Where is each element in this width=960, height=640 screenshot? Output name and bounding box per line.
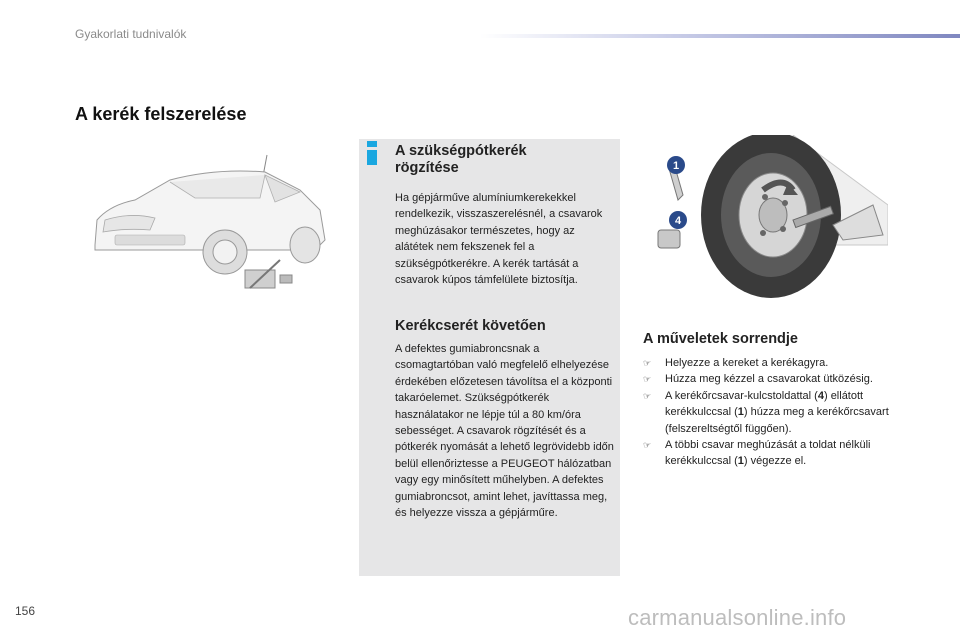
info-section2-body: A defektes gumiabroncsnak a csomagtartóban való megfelelő elhelyezése érdekében előzetesen távolítsa el a központi takaróelemet. Szükségpótkerék használatakor ne lépje túl a 80 km/óra sebességet. A csavarok rögzítését és a pótkerék nyomását a lehető legrövidebb időn belül ellenőriztesse a PEUGEOT hálózatban vagy egy minősített műhelyben. A defektes gumiabroncsot, amint lehet, javíttassa meg, és helyezze vissza a gépjárműre. bbox=[395, 343, 614, 520]
header-divider bbox=[480, 34, 960, 38]
pointing-hand-icon: ☞ bbox=[643, 390, 652, 401]
operation-step: ☞ Húzza meg kézzel a csavarokat ütközésig. bbox=[643, 371, 913, 387]
info-section2-title: Kerékcserét követően bbox=[395, 318, 546, 334]
section-header: Gyakorlati tudnivalók bbox=[75, 27, 187, 41]
callout-4: 4 bbox=[674, 215, 682, 227]
info-icon bbox=[367, 141, 377, 165]
callout-1: 1 bbox=[672, 160, 680, 172]
info-section1-title-line2: rögzítése bbox=[395, 160, 459, 176]
operation-step: ☞ A kerékőrcsavar-kulcstoldattal (4) ellátott kerékkulccsal (1) húzza meg a kerékőrcsavart (felszereltségtől függően). bbox=[643, 389, 889, 435]
operation-step: ☞ Helyezze a kereket a kerékagyra. bbox=[643, 355, 913, 371]
pointing-hand-icon: ☞ bbox=[643, 358, 652, 368]
pointing-hand-icon: ☞ bbox=[643, 440, 652, 451]
operation-step: ☞ A többi csavar meghúzását a toldat nélküli kerékkulccsal (1) végezze el. bbox=[643, 439, 871, 468]
watermark: carmanualsonline.info bbox=[628, 605, 847, 630]
car-with-jack-illustration bbox=[75, 150, 335, 300]
info-section1-body: Ha gépjárműve alumíniumkerekekkel rendelkezik, visszaszerelésnél, a csavarok meghúzásakor természetes, hogy az alátétek nem fekszenek fel a szükségpótkerékre. A kerék tartását a csavarok kúpos támfelülete biztosítja. bbox=[395, 192, 603, 287]
page-number: 156 bbox=[15, 604, 36, 618]
info-section1-title-line1: A szükségpótkerék bbox=[395, 143, 527, 159]
pointing-hand-icon: ☞ bbox=[643, 374, 652, 385]
page-title: A kerék felszerelése bbox=[75, 104, 247, 124]
operations-list bbox=[643, 355, 913, 470]
wheel-mounting-illustration bbox=[643, 135, 888, 320]
operations-title: A műveletek sorrendje bbox=[643, 331, 798, 347]
